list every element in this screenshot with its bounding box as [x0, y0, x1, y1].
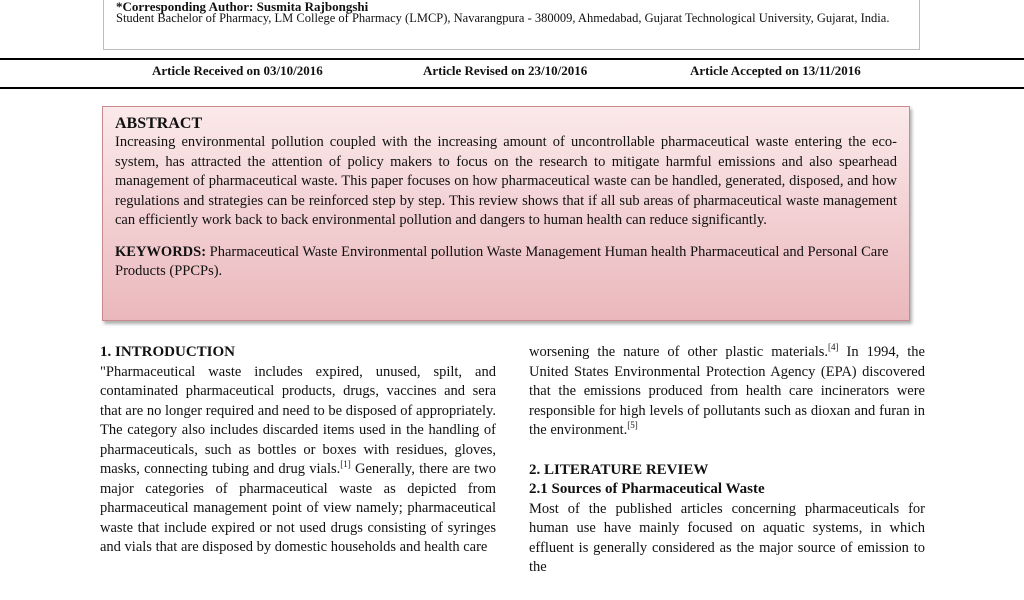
- keywords-text: Pharmaceutical Waste Environmental pollution Waste Management Human health Pharmaceutical and Personal Care Products (PPCPs).: [115, 243, 889, 279]
- section-gap: [529, 441, 925, 461]
- abstract-heading: ABSTRACT: [115, 115, 203, 132]
- abstract-text: Increasing environmental pollution coupled with the increasing amount of uncontrollable pharmaceutical waste entering the eco-system, has attracted the attention of policy makers to focus on the research to mitigate harmful emissions and also spearhead management of pharmaceutical waste. This paper focuses on how pharmaceutical waste can be handled, generated, disposed, and how regulations and strategies can be reinforced step by step. This review shows that if all sub areas of pharmaceutical waste management can efficiently work back to back environmental pollution and dangers to human health can reduce significantly.: [115, 134, 897, 228]
- header-rule-bottom: [0, 87, 1024, 89]
- author-box: [103, 0, 920, 50]
- corresponding-author: *Corresponding Author: Susmita Rajbongshi: [116, 0, 369, 14]
- date-accepted: Article Accepted on 13/11/2016: [690, 63, 861, 78]
- citation-1: [1]: [340, 459, 351, 470]
- date-revised: Article Revised on 23/10/2016: [423, 63, 588, 78]
- keywords-label: KEYWORDS:: [115, 243, 207, 260]
- affiliation: Student Bachelor of Pharmacy, LM College of Pharmacy (LMCP), Navarangpura - 380009, Ahmedabad, Gujarat Technological University, Gujarat, India.: [116, 11, 890, 25]
- right-text-1: worsening the nature of other plastic materials.: [529, 344, 828, 360]
- left-column: [100, 343, 496, 558]
- date-received: Article Received on 03/10/2016: [152, 63, 323, 78]
- citation-4: [4]: [828, 342, 839, 353]
- sources-paragraph: Most of the published articles concerning pharmaceuticals for human use have mainly focused on aquatic systems, in which effluent is generally considered as the major source of emission to the: [529, 500, 925, 575]
- keywords: [115, 243, 897, 282]
- intro-text-1: "Pharmaceutical waste includes expired, unused, spilt, and contaminated pharmaceutical products, drugs, vaccines and sera that are no longer required and need to be disposed of appropriately. The category also includes discarded items used in the handling of pharmaceuticals, such as bottles or boxes with residues, gloves, masks, connecting tubing and drug vials.: [100, 363, 496, 477]
- literature-review-heading: 2. LITERATURE REVIEW: [529, 461, 709, 478]
- intro-text-2: Generally, there are two major categories of pharmaceutical waste as depicted from pharmaceutical management point of view namely; pharmaceutical waste that include expired or not used drugs consisting of syringes and vials that are disposed by domestic households and health care: [100, 461, 496, 555]
- citation-5: [5]: [627, 420, 638, 431]
- header-rule-top: [0, 58, 1024, 60]
- continued-paragraph: [529, 343, 925, 441]
- right-column: [529, 343, 925, 578]
- right-text-2: In 1994, the United States Environmental Protection Agency (EPA) discovered that the emissions produced from health care incinerators were responsible for high levels of pollutants such as dioxan and furan in the environment.: [529, 344, 925, 438]
- introduction-heading: 1. INTRODUCTION: [100, 344, 236, 360]
- sources-subheading: 2.1 Sources of Pharmaceutical Waste: [529, 481, 765, 497]
- introduction-paragraph: [100, 363, 496, 558]
- abstract-box: [102, 106, 910, 321]
